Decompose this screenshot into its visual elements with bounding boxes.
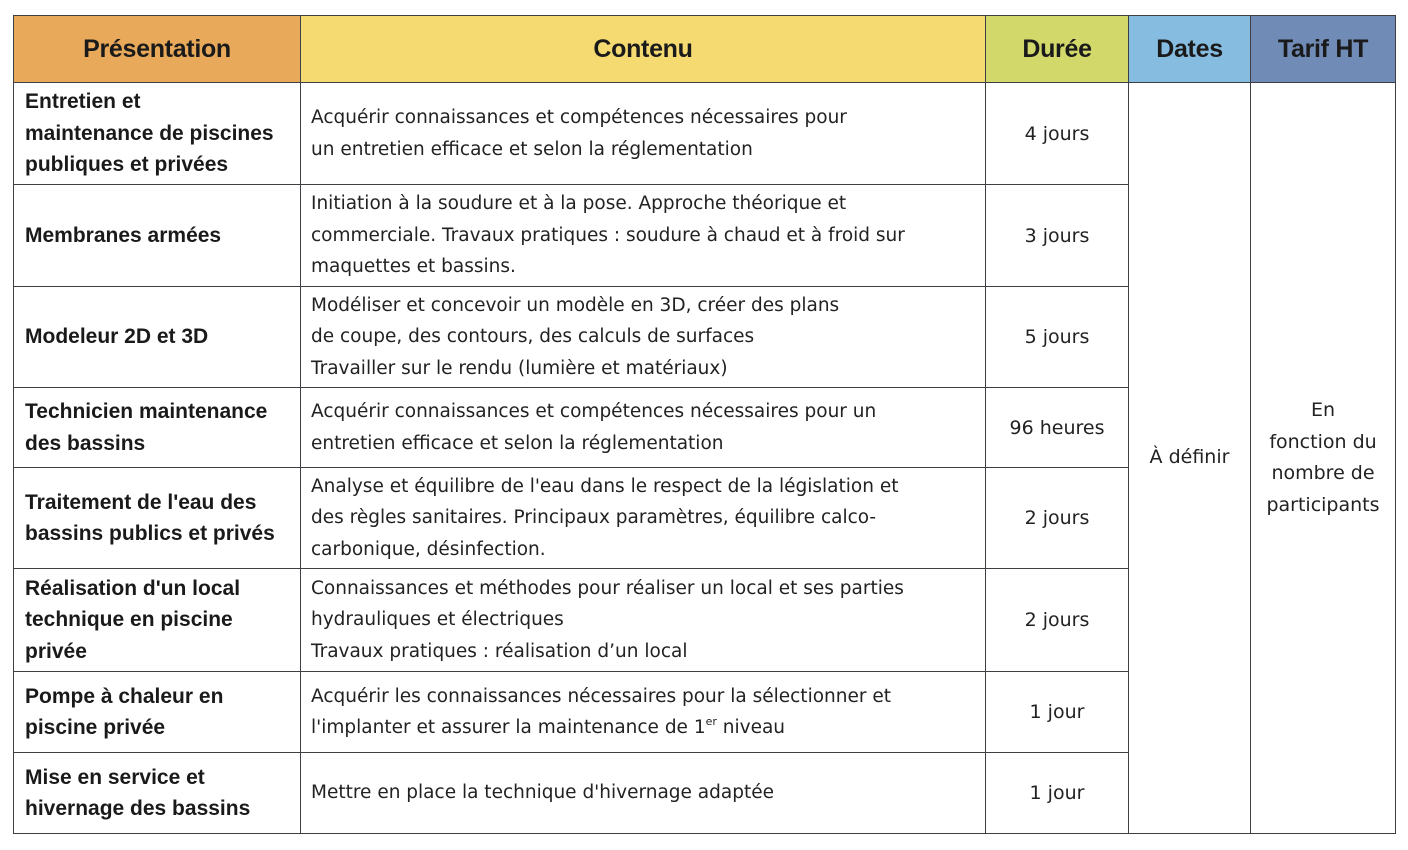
contenu-tail: niveau [716,717,786,738]
presentation-line: technique en piscine [25,608,233,632]
header-contenu: Contenu [301,16,986,83]
presentation-cell [14,753,301,834]
contenu-text: entretien efficace et selon la réglementation [311,432,724,454]
contenu-line [311,290,975,322]
presentation-line: Entretien et [25,90,141,114]
presentation-cell [14,672,301,753]
contenu-text: Travaux pratiques : réalisation d’un local [311,640,688,662]
presentation-cell [14,185,301,287]
presentation-line: Membranes armées [25,223,222,247]
contenu-text: hydrauliques et électriques [311,609,564,631]
contenu-line [311,681,975,713]
header-duree: Durée [986,16,1129,83]
contenu-line [311,134,975,166]
contenu-cell [301,388,986,468]
contenu-cell [301,468,986,569]
contenu-cell [301,753,986,834]
contenu-line [311,220,975,252]
contenu-text: de coupe, des contours, des calculs de surfaces [311,326,755,348]
contenu-text: Mettre en place la technique d'hivernage adaptée [311,782,774,804]
duree-cell: 2 jours [986,569,1129,672]
header-dates: Dates [1129,16,1251,83]
contenu-text: commerciale. Travaux pratiques : soudure à chaud et à froid sur [311,224,905,246]
dates-cell: À définir [1129,83,1251,834]
contenu-text: Modéliser et concevoir un modèle en 3D, créer des plans [311,294,840,316]
tarif-cell [1251,83,1396,834]
contenu-text: Connaissances et méthodes pour réaliser un local et ses parties [311,577,904,599]
tarif-line: participants [1266,493,1380,516]
table-row [14,83,1396,185]
contenu-text: un entretien efficace et selon la réglementation [311,138,753,160]
contenu-line [311,534,975,566]
presentation-cell [14,569,301,672]
contenu-line [311,353,975,385]
training-table [13,15,1396,834]
contenu-line [311,471,975,503]
contenu-line [311,396,975,428]
presentation-cell [14,388,301,468]
presentation-cell [14,468,301,569]
contenu-text: Analyse et équilibre de l'eau dans le respect de la législation et [311,475,899,497]
contenu-line [311,777,975,809]
contenu-text: Acquérir les connaissances nécessaires pour la sélectionner et [311,685,891,707]
contenu-cell [301,569,986,672]
tarif-line: En [1310,399,1336,421]
contenu-line [311,188,975,220]
contenu-line [311,102,975,134]
duree-cell: 96 heures [986,388,1129,468]
contenu-cell [301,672,986,753]
contenu-cell [301,83,986,185]
presentation-line: publiques et privées [25,153,229,177]
presentation-line: Technicien maintenance [25,400,268,423]
contenu-text: Initiation à la soudure et à la pose. Approche théorique et [311,193,847,215]
tarif-line: nombre de [1271,462,1375,484]
contenu-text: Travailler sur le rendu (lumière et matériaux) [311,357,728,379]
contenu-line [311,712,975,744]
contenu-cell [301,185,986,287]
presentation-line: hivernage des bassins [25,797,251,820]
presentation-line: des bassins [25,431,146,455]
contenu-text: des règles sanitaires. Principaux paramètres, équilibre calco- [311,507,877,529]
contenu-line [311,321,975,353]
duree-cell: 1 jour [986,672,1129,753]
header-tarif: Tarif HT [1251,16,1396,83]
contenu-text: carbonique, désinfection. [311,538,546,560]
tarif-line: fonction du [1269,430,1377,453]
header-row [14,16,1396,83]
contenu-line [311,251,975,283]
contenu-text: maquettes et bassins. [311,256,516,278]
header-presentation: Présentation [14,16,301,83]
contenu-text: l'implanter et assurer la maintenance de 1 [311,717,706,738]
ordinal-superscript: er [705,715,717,728]
duree-cell: 5 jours [986,287,1129,388]
duree-cell: 4 jours [986,83,1129,185]
contenu-line [311,636,975,668]
duree-cell: 3 jours [986,185,1129,287]
duree-cell: 1 jour [986,753,1129,834]
presentation-line: Modeleur 2D et 3D [25,325,209,349]
contenu-line [311,428,975,460]
presentation-cell [14,83,301,185]
contenu-cell [301,287,986,388]
presentation-line: Traitement de l'eau des [25,490,257,514]
contenu-line [311,502,975,534]
presentation-line: piscine privée [25,716,166,739]
contenu-text: Acquérir connaissances et compétences nécessaires pour [311,107,847,128]
contenu-line [311,604,975,636]
presentation-line: privée [25,639,87,663]
presentation-line: Mise en service et [25,765,205,789]
duree-cell: 2 jours [986,468,1129,569]
presentation-line: Pompe à chaleur en [25,684,224,708]
presentation-line: Réalisation d'un local [25,576,241,600]
presentation-line: bassins publics et privés [25,522,275,545]
contenu-text: Acquérir connaissances et compétences nécessaires pour un [311,401,877,422]
presentation-cell [14,287,301,388]
presentation-line: maintenance de piscines [25,121,274,145]
contenu-line [311,573,975,605]
